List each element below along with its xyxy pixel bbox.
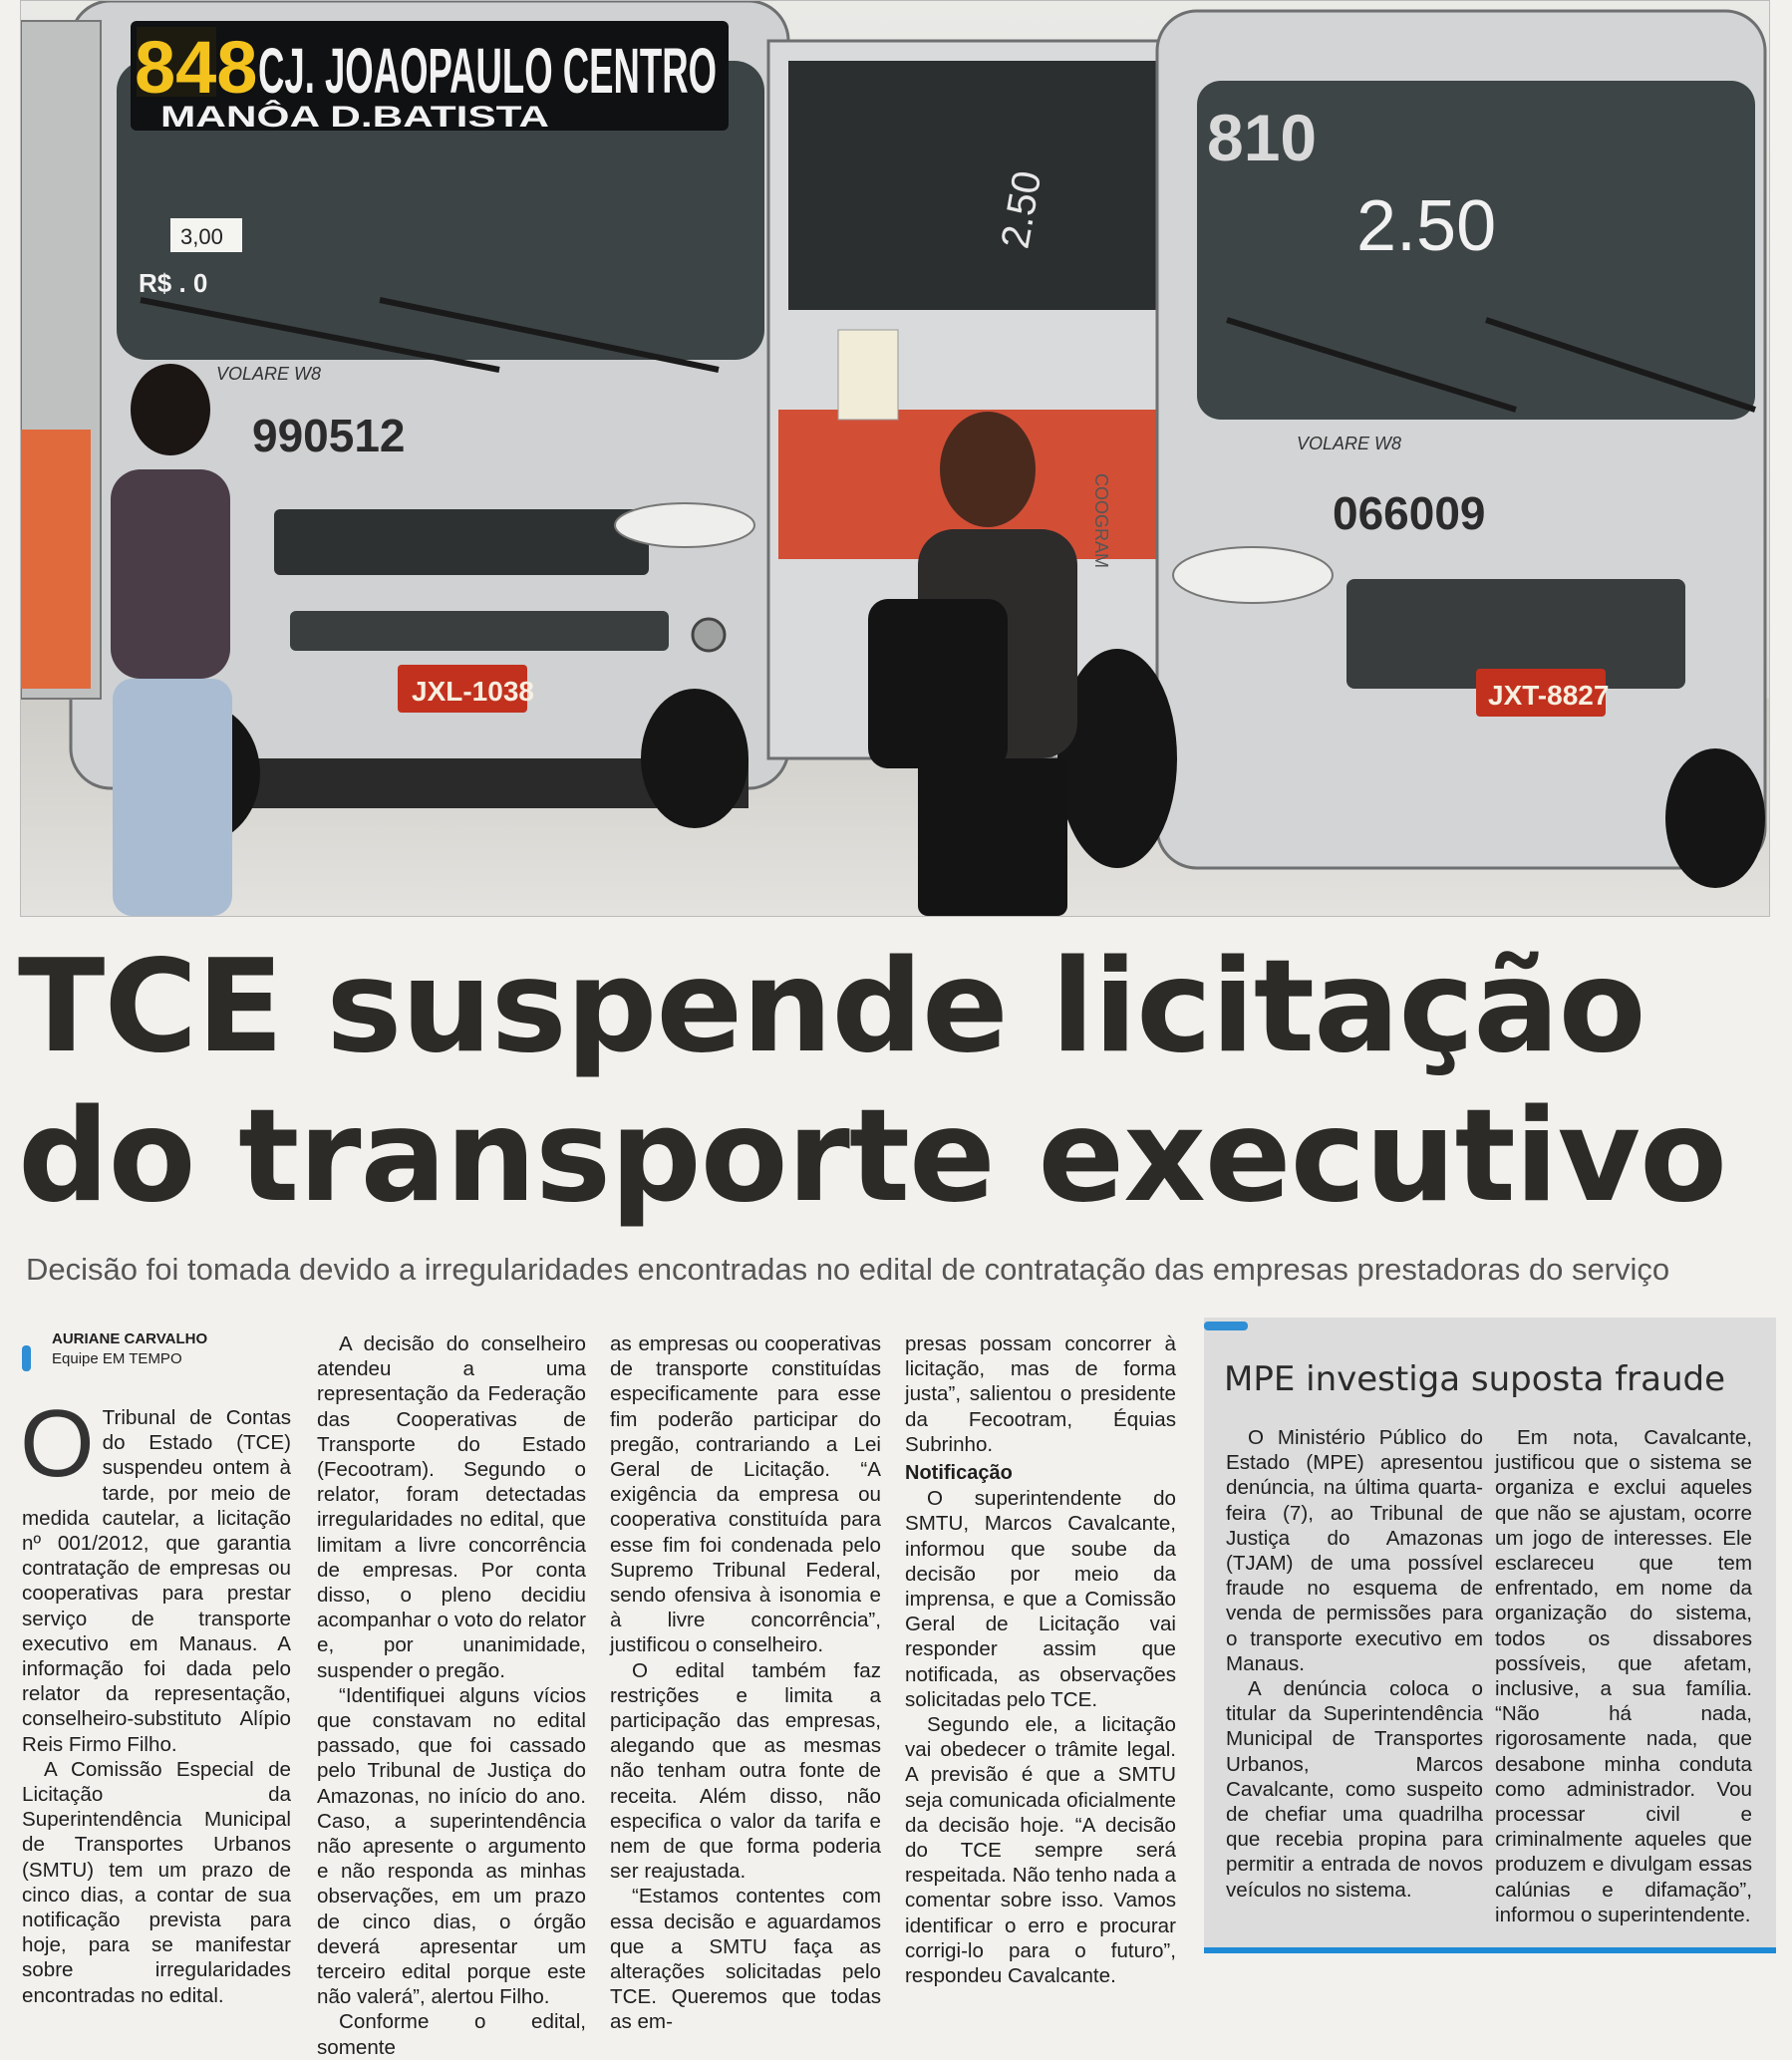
subhead-notificacao: Notificação (905, 1462, 1013, 1485)
left-fare-sign-1: 3,00 (180, 224, 223, 249)
paragraph: A Comissão Especial de Licitação da Superintendência Municipal de Transportes Urbanos (SMTU) tem um prazo de cinco dias, a contar de sua notificação prevista para hoje, para se manifestar sobre irregularidades encontradas no edital. (22, 1757, 291, 2007)
left-route-number: 848 (135, 26, 258, 109)
drop-cap: O (20, 1390, 95, 1497)
headline-line-2: do transporte executivo (18, 1082, 1726, 1231)
sidebar-column-2 (1495, 1425, 1752, 1927)
article-column-1 (20, 1390, 291, 2008)
side-fare: 2.50 (993, 167, 1050, 252)
paragraph: A denúncia coloca o titular da Superintendência Municipal de Transportes Urbanos, Marcos Cavalcante, como suspeito de chefiar uma quadrilha que recebia propina para permitir a entrada de novos veículos no sistema. (1226, 1677, 1483, 1902)
sidebar-tab (1204, 1322, 1248, 1330)
deck: Decisão foi tomada devido a irregularidades encontradas no edital de contratação das empresas prestadoras do serviço (26, 1252, 1670, 1287)
article-column-4 (905, 1331, 1176, 1988)
sidebar-title: MPE investiga suposta fraude (1224, 1359, 1726, 1399)
article-column-3 (610, 1331, 881, 2035)
buses-illustration (21, 1, 1769, 916)
paragraph: O Ministério Público do Estado (MPE) apresentou denúncia, na última quarta-feira (7), ao Tribunal de Justiça do Amazonas (TJAM) de uma possível fraude no esquema de venda de permissões para o transporte executivo em Manaus. (1226, 1426, 1483, 1675)
paragraph: Em nota, Cavalcante, justificou que o sistema se organiza e exclui aqueles que não se ajustam, ocorre um jogo de interesses. Ele esclareceu que tem enfrentado, em nome da organização do sistema, todos os dissabores possíveis, que afetam, inclusive, a sua família. “Não há nada, rigorosamente nada, que desabone minha conduta como administrador. Vou processar civil e criminalmente aqueles que produzem e divulgam essas calúnias e difamação”, informou o superintendente. (1495, 1426, 1752, 1926)
right-fleet-number: 066009 (1333, 487, 1486, 539)
paragraph: O superintendente do SMTU, Marcos Cavalcante, informou que soube da decisão por meio da imprensa, e que a Comissão Geral de Licitação vai responder assim que notificada, as observações solicitadas pelo TCE. (905, 1487, 1176, 1711)
byline (22, 1329, 291, 1369)
article-column-2 (317, 1331, 586, 2060)
left-fare-sign-2: R$ . 0 (139, 268, 208, 298)
right-model: VOLARE W8 (1297, 434, 1402, 453)
news-photo (20, 0, 1770, 917)
paragraph: Segundo ele, a licitação vai obedecer o trâmite legal. A previsão é que a SMTU seja comunicada oficialmente da decisão hoje. “A decisão do TCE sempre será respeitada. Não tenho nada a comentar sobre isso. Vamos identificar o erro e procurar corrigi-lo para o futuro”, respondeu Cavalcante. (905, 1713, 1176, 1988)
left-model: VOLARE W8 (216, 364, 322, 384)
sidebar-box (1204, 1318, 1776, 1953)
author-name: AURIANE CARVALHO (52, 1330, 208, 1347)
paragraph: as empresas ou cooperativas de transporte constituídas especificamente para esse fim poderão participar do pregão, contrariando a Lei Geral de Licitação. “A exigência da empresa ou cooperativa constituída para esse fim foi condenada pelo Supremo Tribunal Federal, sendo ofensiva à isonomia e à livre concorrência”, justificou o conselheiro. (610, 1332, 881, 1657)
paragraph: “Estamos contentes com essa decisão e aguardamos que a SMTU faça as alterações solicitadas pelo TCE. Queremos que todas as em- (610, 1885, 881, 2034)
author-team: Equipe EM TEMPO (52, 1350, 182, 1367)
left-fleet-number: 990512 (252, 410, 406, 461)
right-fare: 2.50 (1356, 186, 1497, 266)
left-plate: JXL-1038 (412, 676, 534, 707)
paragraph: “Identifiquei alguns vícios que constavam no edital passado, que foi cassado pelo Tribunal de Justiça do Amazonas, no início do ano. Caso, a superintendência não apresente o argumento e não responda as minhas observações, em um prazo de cinco dias, o órgão deverá apresentar um terceiro edital porque este não valerá”, alertou Filho. (317, 1683, 586, 2009)
left-route-name: CJ. JOAOPAULO CENTRO (258, 35, 717, 107)
headline (18, 933, 1772, 1232)
byline-bar (22, 1345, 31, 1371)
paragraph: A decisão do conselheiro atendeu a uma representação da Federação das Cooperativas de Transporte do Estado (Fecootram). Segundo o relator, foram detectadas irregularidades no edital, que limitam a livre concorrência de empresas. Por conta disso, o pleno decidiu acompanhar o voto do relator e, por unanimidade, suspender o pregão. (317, 1332, 586, 1682)
right-plate: JXT-8827 (1488, 680, 1610, 711)
right-route-number: 810 (1207, 101, 1318, 174)
sidebar-column-1 (1226, 1425, 1483, 1903)
left-via: MANÔA D.BATISTA (160, 101, 437, 134)
paragraph: O edital também faz restrições e limita a participação das empresas, alegando que as mesmas não tenham outra fonte de receita. Além disso, não especifica o valor da tarifa e nem de que forma poderia ser reajustada. (610, 1658, 881, 1884)
paragraph: Tribunal de Contas do Estado (TCE) suspendeu ontem à tarde, por meio de medida cautelar, a licitação nº 001/2012, que garantia contratação de empresas ou cooperativas para prestar serviço de transporte executivo em Manaus. A informação foi dada pelo relator da representação, conselheiro-substituto Alípio Reis Firmo Filho. (22, 1406, 291, 1756)
headline-line-1: TCE suspende licitação (18, 933, 1645, 1081)
paragraph: Conforme o edital, somente (317, 2010, 586, 2059)
paragraph: presas possam concorrer à licitação, mas de forma justa”, salientou o presidente da Fecootram, Équias Subrinho. (905, 1332, 1176, 1456)
right-company: COOGRAM (1091, 473, 1111, 569)
